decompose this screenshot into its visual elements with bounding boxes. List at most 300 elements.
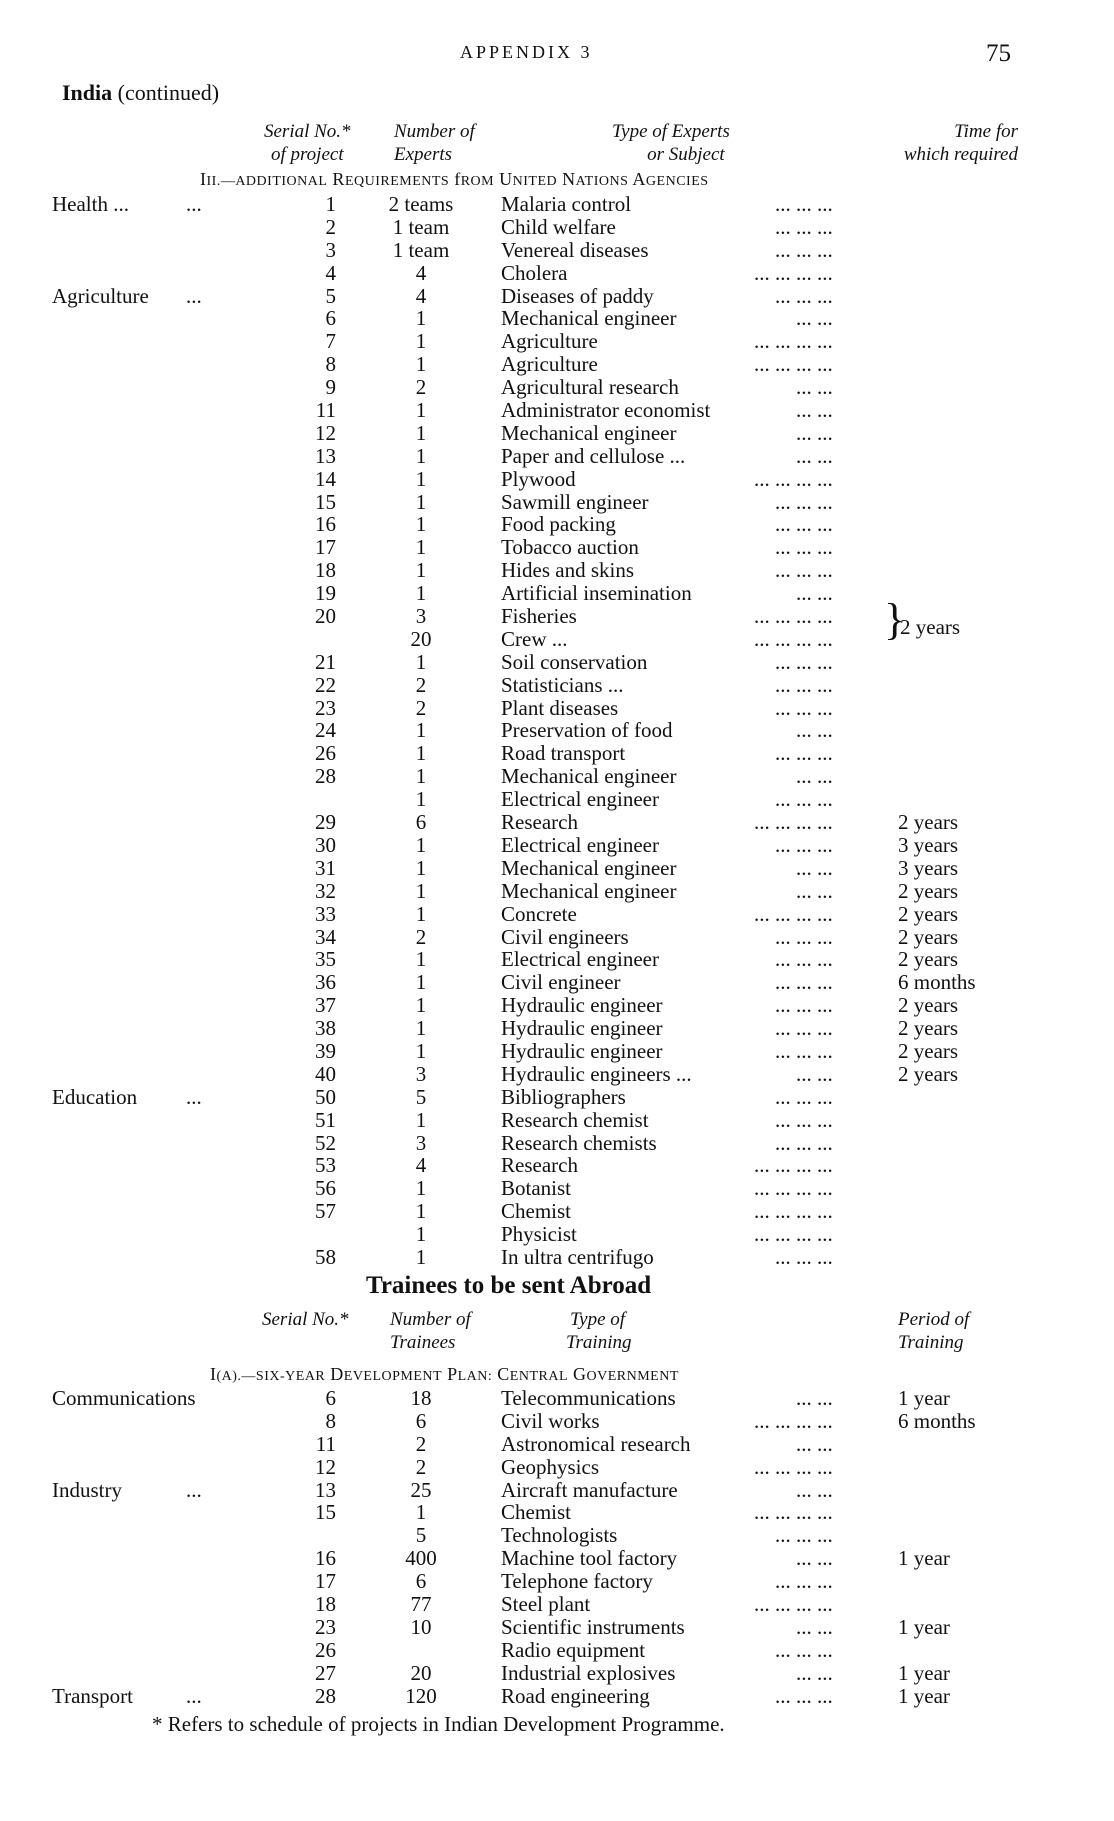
number-count: 1 [415,1038,427,1063]
dot-leader: ... ... ... ... [754,1153,833,1178]
serial-number: 29 [315,810,336,835]
number-count: 1 [415,855,427,880]
serial-number: 7 [325,329,336,354]
type-label: Civil works [501,1408,600,1433]
col-header-time: Time for which required [903,121,1018,165]
number-count: 25 [410,1477,432,1502]
experts-row [58,834,1058,857]
trainees-row [58,1547,1058,1570]
experts-row [58,697,1058,720]
experts-row [58,674,1058,697]
trainees-row [58,1570,1058,1593]
serial-number: 15 [315,1500,336,1525]
dot-leader: ... ... [796,1546,833,1571]
serial-number: 40 [315,1061,336,1086]
experts-row [58,811,1058,834]
trainees-col-header-number: Number of Trainees [390,1309,471,1353]
type-label: Artificial insemination [501,581,692,606]
type-label: Radio equipment [501,1637,646,1662]
type-label: Chemist [501,1199,572,1224]
trainees-title: Trainees to be sent Abroad [366,1272,652,1299]
dot-leader: ... ... [796,398,833,423]
experts-row [58,1200,1058,1223]
experts-row [58,491,1058,514]
number-count: 1 [415,581,427,606]
number-count: 1 [415,1500,427,1525]
trainees-row [58,1662,1058,1685]
serial-number: 18 [315,1592,336,1617]
serial-number: 23 [315,695,336,720]
number-count: 1 [415,947,427,972]
type-label: Hydraulic engineers ... [501,1061,692,1086]
number-count: 1 [415,1199,427,1224]
serial-number: 20 [315,604,336,629]
number-count: 20 [410,626,432,651]
experts-row [58,1177,1058,1200]
number-count: 3 [415,1130,427,1155]
type-label: Astronomical research [501,1431,691,1456]
dot-leader: ... ... ... ... [754,1592,833,1617]
experts-row [58,1109,1058,1132]
type-label: Hides and skins [501,558,634,583]
dot-leader: ... ... ... [775,924,833,949]
number-count: 5 [415,1523,427,1548]
serial-number: 2 [325,214,336,239]
serial-number: 12 [315,1454,336,1479]
dot-leader: ... ... [796,581,833,606]
dot-leader: ... ... [796,375,833,400]
dot-leader: ... ... ... [775,283,833,308]
experts-row [58,376,1058,399]
trainees-row [52,1683,1058,1708]
type-label: Bibliographers [501,1084,626,1109]
type-label: Malaria control [501,192,632,216]
number-count: 1 [415,901,427,926]
type-label: Child welfare [501,214,616,239]
type-label: Food packing [501,512,616,537]
experts-row [58,765,1058,788]
serial-number: 27 [315,1660,336,1685]
experts-row [58,719,1058,742]
serial-number: 56 [315,1176,336,1201]
type-label: Hydraulic engineer [501,1038,663,1063]
dot-leader: ... ... ... ... [754,1176,833,1201]
dot-leader: ... ... [796,855,833,880]
dot-leader: ... ... ... ... [754,1500,833,1525]
dot-leader: ... ... ... [775,214,833,239]
dot-leader: ... ... ... [775,695,833,720]
dot-leader: ... ... ... [775,1016,833,1041]
experts-table [52,192,1058,1269]
dot-leader: ... ... [796,878,833,903]
number-count: 1 [415,993,427,1018]
time-value: 1 year [898,1546,950,1571]
type-label: Road transport [501,741,626,766]
dot-leader: ... ... ... [775,1038,833,1063]
serial-number: 33 [315,901,336,926]
serial-number: 19 [315,581,336,606]
type-label: Cholera [501,260,568,285]
time-value: 3 years [898,832,959,857]
serial-number: 22 [315,672,336,697]
category-leader: ... [186,1683,202,1708]
dot-leader: ... ... ... [775,512,833,537]
experts-row [58,353,1058,376]
dot-leader: ... ... [796,1431,833,1456]
serial-number: 51 [315,1107,336,1132]
dot-leader: ... ... ... [775,237,833,262]
trainees-col-header-period: Period of Training [898,1309,970,1353]
experts-row [58,1132,1058,1155]
dot-leader: ... ... ... [775,535,833,560]
dot-leader: ... ... ... [775,1107,833,1132]
dot-leader: ... ... ... [775,489,833,514]
type-label: In ultra centrifugo [501,1244,654,1269]
number-count: 5 [415,1084,427,1109]
trainees-row [58,1524,1058,1547]
serial-number: 30 [315,832,336,857]
dot-leader: ... ... [796,306,833,331]
type-label: Paper and cellulose ... [501,443,686,468]
number-count: 2 [415,672,427,697]
serial-number: 24 [315,718,336,743]
type-label: Agricultural research [501,375,679,400]
type-label: Sawmill engineer [501,489,649,514]
type-label: Hydraulic engineer [501,1016,663,1041]
dot-leader: ... ... [796,718,833,743]
number-count: 1 [415,970,427,995]
experts-row [58,536,1058,559]
number-count: 1 team [392,237,450,262]
serial-number: 39 [315,1038,336,1063]
experts-row [58,559,1058,582]
number-count: 1 [415,535,427,560]
col-header-number: Number of Experts [394,121,475,165]
dot-leader: ... ... ... [775,1244,833,1269]
number-count: 120 [405,1683,437,1708]
serial-number: 16 [315,512,336,537]
serial-number: 34 [315,924,336,949]
number-count: 1 [415,512,427,537]
number-count: 1 [415,832,427,857]
type-label: Agriculture [501,329,598,354]
dot-leader: ... ... ... [775,1569,833,1594]
dot-leader: ... ... ... [775,649,833,674]
number-count: 10 [410,1614,432,1639]
country-heading: India (continued) [62,80,220,105]
serial-number: 38 [315,1016,336,1041]
type-label: Mechanical engineer [501,764,677,789]
dot-leader: ... ... ... ... [754,1199,833,1224]
type-label: Electrical engineer [501,832,659,857]
experts-row [58,742,1058,765]
type-label: Steel plant [501,1592,591,1617]
time-value: 2 years [898,878,959,903]
time-value: 2 years [898,924,959,949]
dot-leader: ... ... [796,1386,833,1410]
trainees-row [52,1477,1058,1502]
experts-row [58,1246,1058,1269]
type-label: Administrator economist [501,398,711,423]
serial-number: 11 [315,1431,336,1456]
type-label: Civil engineer [501,970,621,995]
type-label: Research chemist [501,1107,649,1132]
type-label: Preservation of food [501,718,673,743]
number-count: 1 [415,718,427,743]
time-value: 1 year [898,1683,950,1708]
dot-leader: ... ... [796,1660,833,1685]
dot-leader: ... ... ... [775,993,833,1018]
experts-row [58,1040,1058,1063]
dot-leader: ... ... ... [775,558,833,583]
experts-row [58,971,1058,994]
experts-row [58,262,1058,285]
serial-number: 12 [315,420,336,445]
dot-leader: ... ... ... [775,1084,833,1109]
trainees-row [58,1593,1058,1616]
experts-row [58,399,1058,422]
experts-row [58,903,1058,926]
type-label: Plywood [501,466,576,491]
type-label: Telephone factory [501,1569,653,1594]
serial-number: 1 [325,192,336,216]
type-label: Research [501,810,578,835]
number-count: 77 [410,1592,432,1617]
dot-leader: ... ... ... [775,832,833,857]
trainees-row [58,1639,1058,1662]
time-value: 3 years [898,855,959,880]
trainees-row [58,1616,1058,1639]
number-count: 1 [415,1107,427,1132]
number-count: 1 [415,420,427,445]
brace-time: 2 years [900,615,961,639]
type-label: Electrical engineer [501,947,659,972]
number-count: 1 [415,1222,427,1247]
serial-number: 50 [315,1084,336,1109]
experts-row [58,948,1058,971]
type-label: Mechanical engineer [501,420,677,445]
dot-leader: ... ... ... ... [754,1222,833,1247]
type-label: Tobacco auction [501,535,639,560]
number-count: 2 [415,695,427,720]
category-leader: ... [186,1477,202,1502]
serial-number: 16 [315,1546,336,1571]
dot-leader: ... ... ... ... [754,1408,833,1433]
type-label: Aircraft manufacture [501,1477,678,1502]
dot-leader: ... ... ... [775,1523,833,1548]
serial-number: 37 [315,993,336,1018]
serial-number: 6 [325,1386,336,1410]
serial-number: 31 [315,855,336,880]
experts-row [58,1063,1058,1086]
type-label: Botanist [501,1176,572,1201]
dot-leader: ... ... [796,764,833,789]
number-count: 1 team [392,214,450,239]
dot-leader: ... ... [796,1477,833,1502]
number-count: 18 [410,1386,432,1410]
dot-leader: ... ... [796,1614,833,1639]
number-count: 1 [415,443,427,468]
type-label: Industrial explosives [501,1660,676,1685]
footnote: * Refers to schedule of projects in Indian Development Programme. [152,1712,725,1736]
serial-number: 26 [315,741,336,766]
trainees-table [52,1386,1058,1708]
page-number: 75 [986,40,1011,67]
serial-number: 14 [315,466,336,491]
type-label: Machine tool factory [501,1546,678,1571]
type-label: Mechanical engineer [501,855,677,880]
number-count: 6 [415,1408,427,1433]
serial-number: 26 [315,1637,336,1662]
experts-row [52,283,1058,308]
type-label: Telecommunications [501,1386,676,1410]
number-count: 1 [415,764,427,789]
category-leader: ... [186,283,202,308]
time-value: 1 year [898,1614,950,1639]
type-label: Mechanical engineer [501,878,677,903]
category-leader: ... [186,192,202,216]
type-label: Geophysics [501,1454,599,1479]
time-value: 6 months [898,1408,976,1433]
time-value: 1 year [898,1386,950,1410]
experts-row [58,1017,1058,1040]
serial-number: 58 [315,1244,336,1269]
type-label: Agriculture [501,352,598,377]
number-count: 6 [415,810,427,835]
number-count: 1 [415,1016,427,1041]
number-count: 3 [415,1061,427,1086]
number-count: 1 [415,352,427,377]
trainees-row [52,1386,1058,1410]
number-count: 20 [410,1660,432,1685]
trainees-row [58,1501,1058,1524]
number-count: 1 [415,489,427,514]
serial-number: 23 [315,1614,336,1639]
serial-number: 17 [315,1569,336,1594]
section-title-experts: III.—ADDITIONAL REQUIREMENTS fROM UNITED NATIONS AGENCIES [200,169,709,189]
number-count: 1 [415,558,427,583]
serial-number: 11 [315,398,336,423]
serial-number: 3 [325,237,336,262]
experts-row [58,582,1058,605]
dot-leader: ... ... ... ... [754,329,833,354]
dot-leader: ... ... ... ... [754,1454,833,1479]
serial-number: 57 [315,1199,336,1224]
type-label: Mechanical engineer [501,306,677,331]
type-label: Venereal diseases [501,237,649,262]
type-label: Soil conservation [501,649,648,674]
experts-row [58,994,1058,1017]
dot-leader: ... ... ... [775,1637,833,1662]
dot-leader: ... ... ... ... [754,260,833,285]
serial-number: 36 [315,970,336,995]
time-value: 2 years [898,1016,959,1041]
type-label: Physicist [501,1222,577,1247]
number-count: 3 [415,604,427,629]
trainees-col-header-serial: Serial No.* [262,1309,349,1330]
category-label: Education [52,1084,138,1109]
type-label: Chemist [501,1500,572,1525]
type-label: Civil engineers [501,924,629,949]
serial-number: 15 [315,489,336,514]
category-leader: ... [186,1084,202,1109]
type-label: Fisheries [501,604,577,629]
serial-number: 4 [325,260,336,285]
trainees-col-header-type: Type of Training [566,1309,632,1353]
number-count: 1 [415,306,427,331]
type-label: Statisticians ... [501,672,624,697]
type-label: Technologists [501,1523,618,1548]
number-count: 4 [415,283,427,308]
dot-leader: ... ... ... [775,741,833,766]
number-count: 1 [415,1176,427,1201]
experts-row [58,422,1058,445]
experts-row [58,239,1058,262]
serial-number: 52 [315,1130,336,1155]
type-label: Research [501,1153,578,1178]
experts-row [58,513,1058,536]
number-count: 1 [415,741,427,766]
experts-row [58,330,1058,353]
dot-leader: ... ... ... ... [754,466,833,491]
experts-row [58,1154,1058,1177]
type-label: Diseases of paddy [501,283,654,308]
type-label: Research chemists [501,1130,657,1155]
dot-leader: ... ... [796,443,833,468]
category-label: Industry [52,1477,122,1502]
trainees-row [58,1433,1058,1456]
experts-row [58,788,1058,811]
category-label: Agriculture [52,283,149,308]
experts-row [52,1084,1058,1109]
type-label: Road engineering [501,1683,650,1708]
serial-number: 28 [315,764,336,789]
number-count: 1 [415,329,427,354]
serial-number: 28 [315,1683,336,1708]
number-count: 1 [415,787,427,812]
trainees-row [58,1410,1058,1433]
serial-number: 53 [315,1153,336,1178]
time-value: 2 years [898,993,959,1018]
dot-leader: ... ... ... [775,970,833,995]
dot-leader: ... ... ... [775,1130,833,1155]
number-count: 2 [415,924,427,949]
serial-number: 13 [315,443,336,468]
brace-mark: } [884,595,906,644]
number-count: 2 [415,1454,427,1479]
dot-leader: ... ... ... [775,1683,833,1708]
category-label: Health ... [52,192,129,216]
serial-number: 18 [315,558,336,583]
col-header-type: Type of Experts or Subject [612,121,730,165]
dot-leader: ... ... ... ... [754,901,833,926]
dot-leader: ... ... ... ... [754,626,833,651]
dot-leader: ... ... ... [775,672,833,697]
number-count: 2 teams [388,192,454,216]
number-count: 1 [415,466,427,491]
serial-number: 5 [325,283,336,308]
type-label: Concrete [501,901,577,926]
dot-leader: ... ... ... [775,947,833,972]
serial-number: 8 [325,352,336,377]
experts-row [58,651,1058,674]
experts-row [58,926,1058,949]
trainees-row [58,1456,1058,1479]
time-value: 1 year [898,1660,950,1685]
serial-number: 21 [315,649,336,674]
serial-number: 17 [315,535,336,560]
type-label: Crew ... [501,626,568,651]
